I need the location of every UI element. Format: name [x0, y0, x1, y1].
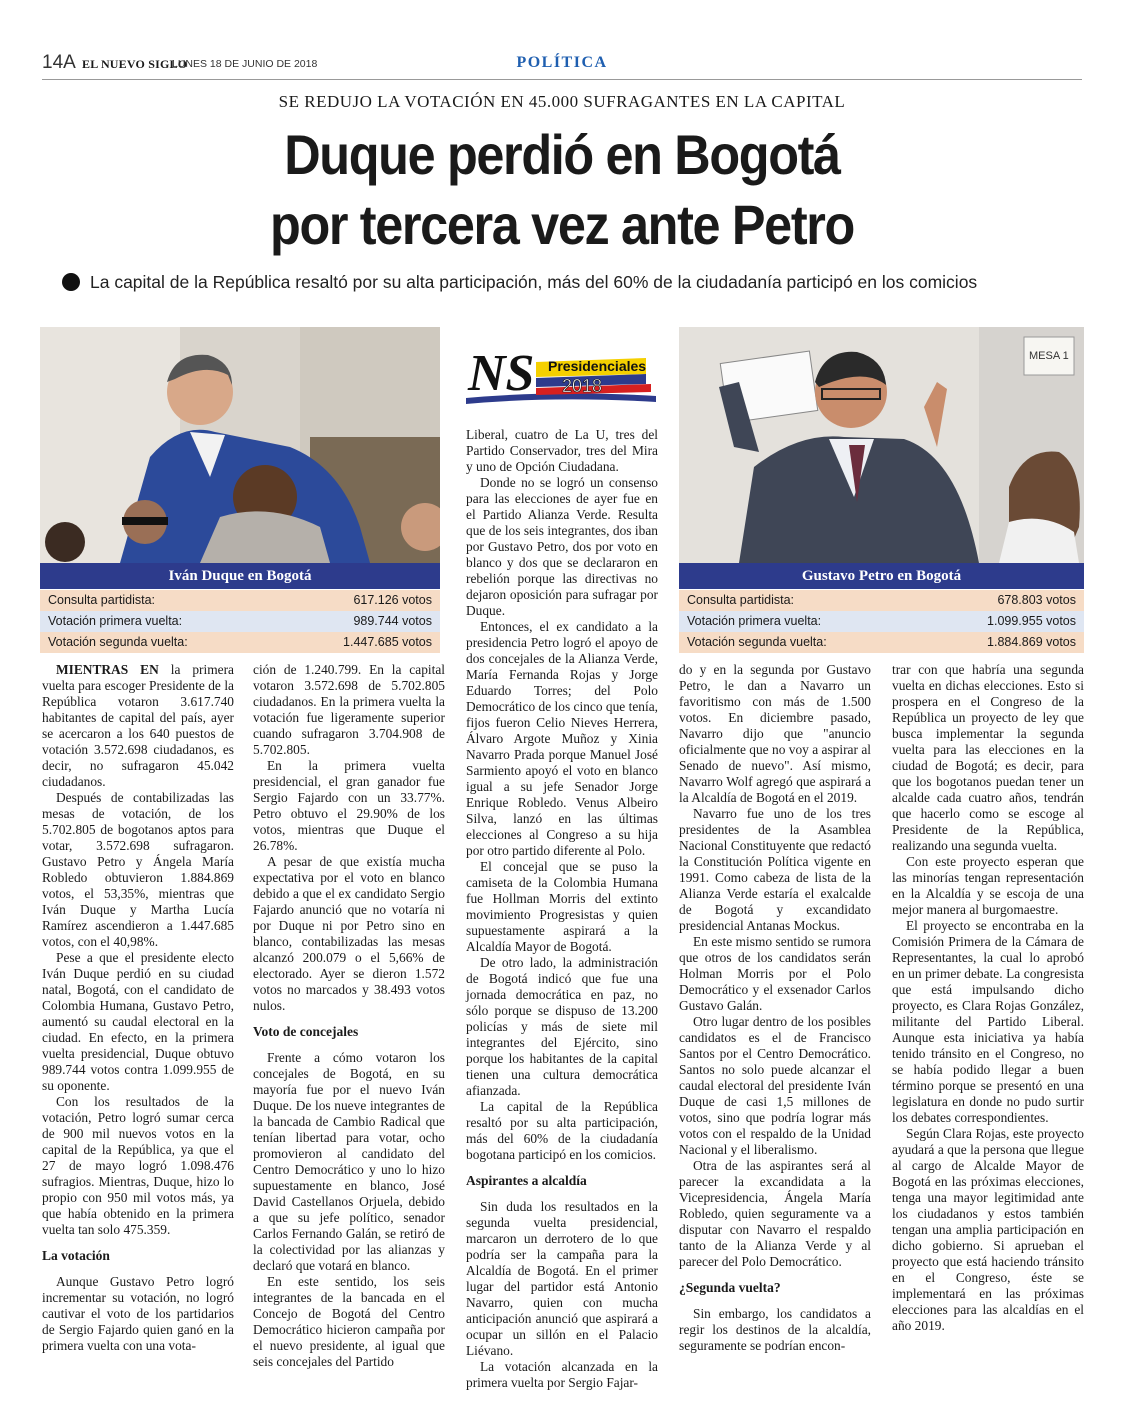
- subheading-segunda-vuelta: ¿Segunda vuelta?: [679, 1280, 781, 1295]
- article-column-3: [466, 427, 658, 1391]
- paragraph: A pesar de que existía mucha expectativa por el voto en blanco debido a que el ex candidato Sergio Fajardo anunció que no votaría ni por Duque ni por Petro sino en blanco, contabilizadas las mesas alcanzó 200.079 o el 5,66% de electorado. Ayer se dieron 1.572 votos no marcados y 38.493 votos nulos.: [253, 854, 445, 1013]
- paragraph: En la primera vuelta presidencial, el gran ganador fue Sergio Fajardo con un 33.77%. Petro obtuvo el 29.90% de los votos, mientras que Duque el 26.78%.: [253, 758, 445, 853]
- paragraph: La capital de la República resaltó por su alta participación, más del 60% de la ciudadanía bogotana participó en los comicios.: [466, 1099, 658, 1162]
- article-column-1: [42, 662, 234, 1354]
- stat-row: Consulta partidista: 678.803 votos: [679, 590, 1084, 611]
- paragraph: De otro lado, la administración de Bogotá indicó que fue una jornada democrática en paz, no sólo porque se dispuso de 13.200 policías y más de siete mil integrantes del Ejército, sino porque los habitantes de la capital tienen una cultura democrática afianzada.: [466, 955, 658, 1098]
- paragraph: ción de 1.240.799. En la capital votaron 3.572.698 de 5.702.805 ciudadanos. En la primera vuelta la votación fue ligeramente superior cuando sufragaron 3.704.908 de 5.702.805.: [253, 662, 445, 757]
- paragraph: Con los resultados de la votación, Petro logró sumar cerca de 900 mil nuevos votos en la capital de la República, ya que el 27 de mayo logró 1.098.476 sufragios. Mientras, Duque, hizo lo propio con 950 mil votos más, ya que había obtenido en la primera vuelta tan solo 475.359.: [42, 1094, 234, 1237]
- headline: [56, 120, 1068, 260]
- petro-photo: [679, 327, 1084, 563]
- article-column-2: [253, 662, 445, 1370]
- paragraph: Sin duda los resultados en la segunda vuelta presidencial, marcaron un derrotero de lo que podría ser la campaña para la Alcaldía de Bogotá. En el primer lugar del partidor está Antonio Navarro, quien con mucha anticipación anunció que aspirará a ocupar un sillón en el Palacio Liévano.: [466, 1199, 658, 1358]
- paragraph: Navarro fue uno de los tres presidentes de la Asamblea Nacional Constituyente que redactó la Constitución Política vigente en 1991. Como cabeza de lista de la Alianza Verde estaría el exalcalde de Bogotá y excandidato presidencial Antanas Mockus.: [679, 806, 871, 933]
- stat-row: Consulta partidista: 617.126 votos: [40, 590, 440, 611]
- paragraph: do y en la segunda por Gustavo Petro, le dan a Navarro un favoritismo con más de 1.500 votos. En diciembre pasado, Navarro dijo que "anuncio oficialmente que no voy a aspirar al Senado de nuevo". Así mismo, Navarro Wolf agregó que aspirará a la Alcaldía de Bogotá en el 2019.: [679, 662, 871, 805]
- stat-row: Votación segunda vuelta: 1.447.685 votos: [40, 632, 440, 653]
- stat-row: Votación primera vuelta: 1.099.955 votos: [679, 611, 1084, 632]
- paragraph: trar con que habría una segunda vuelta en dichas elecciones. Esto si prospera en el Congreso de la República un proyecto de ley que busca implementar la segunda vuelta para las elecciones en la ciudad de Bogotá; es decir, para que los bogotanos puedan tener un alcalde cada cuatro años, tendrán que hacerlo como se escoge al Presidente de la República, realizando una segunda vuelta.: [892, 662, 1084, 853]
- ballot-box-label: MESA 1: [1029, 350, 1069, 362]
- paragraph: MIENTRAS EN la primera vuelta para escoger Presidente de la República votaron 3.617.740 habitantes de capital del país, ayer se acercaron a los 640 puestos de votación 3.572.698 ciudadanos, es decir, no sufragaron 45.042 ciudadanos.: [42, 662, 234, 789]
- paragraph: Frente a cómo votaron los concejales de Bogotá, en su mayoría fue por el nuevo Iván Duque. De los nueve integrantes de la bancada de Cambio Radical que tenían libertad para votar, ocho promovieron al candidato del Centro Democrático y uno lo hizo supuestamente en blanco, José David Castellanos Orjuela, debido a que su jefe político, senador Carlos Fernando Galán, se retiró de la colectividad por las alianzas y declaró que votará en blanco.: [253, 1050, 445, 1273]
- duque-caption: Iván Duque en Bogotá: [40, 563, 440, 589]
- paragraph: Después de contabilizadas las mesas de votación, de los 5.702.805 de bogotanos aptos para votar, 3.572.698 sufragaron. Gustavo Petro y Ángela María Robledo obtuvieron 1.884.869 votos, el 53,35%, mientras que Iván Duque y Martha Lucía Ramírez ascendieron a 1.447.685 votos, con el 40,98%.: [42, 790, 234, 949]
- paragraph: El concejal que se puso la camiseta de la Colombia Humana fue Hollman Morris del extinto movimiento Progresistas y quien supuestamente aspirará a la Alcaldía Mayor de Bogotá.: [466, 859, 658, 954]
- duque-photo: [40, 327, 440, 563]
- paragraph: En este sentido, los seis integrantes de la bancada en el Concejo de Bogotá del Centro Democrático hicieron campaña por el nuevo presidente, al igual que seis concejales del Partido: [253, 1274, 445, 1369]
- subheading-aspirantes-a-alcaldia: Aspirantes a alcaldía: [466, 1173, 587, 1188]
- kicker: SE REDUJO LA VOTACIÓN EN 45.000 SUFRAGANTES EN LA CAPITAL: [278, 92, 846, 111]
- article-column-4: [679, 662, 871, 1354]
- paragraph: La votación alcanzada en la primera vuelta por Sergio Fajar-: [466, 1359, 658, 1390]
- paragraph: Donde no se logró un consenso para las elecciones de ayer fue en el Partido Alianza Verde. Resulta que de los seis integrantes, dos iban por Gustavo Petro, dos por voto en blanco y dos que se declararon en rebelión porque las directivas no dejaron oposición para sufragar por Duque.: [466, 475, 658, 618]
- headline-line-2: por tercera vez ante Petro: [270, 193, 854, 256]
- paragraph: Entonces, el ex candidato a la presidencia Petro logró el apoyo de dos concejales de la Alianza Verde, María Fernanda Rojas y Jorge Eduardo Torres; del Polo Democrático de los cinco que tenía, fijos fueron Celio Nieves Herrera, Álvaro Argote Muñoz y Xinia Navarro Prada porque Manuel José Sarmiento apoyó el voto en blanco igual a su jefe Senador Jorge Enrique Robledo. Venus Albeiro Silva, lanzó en las últimas elecciones al Congreso a su hija por otro partido diferente al Polo.: [466, 619, 658, 858]
- subheading-la-votacion: La votación: [42, 1248, 110, 1263]
- page-number: 14A: [42, 52, 76, 73]
- subheading-voto-de-concejales: Voto de concejales: [253, 1024, 359, 1039]
- paragraph: Pese a que el presidente electo Iván Duque perdió en su ciudad natal, Bogotá, con el candidato de Colombia Humana, Gustavo Petro, aumentó su caudal electoral en la ciudad. En efecto, en la primera vuelta presidencial, Duque obtuvo 989.744 votos contra 1.099.955 de su oponente.: [42, 950, 234, 1093]
- logo-year: 2018: [562, 376, 603, 396]
- article-column-5: [892, 662, 1084, 1334]
- bullet-icon: [62, 273, 80, 291]
- ns-presidenciales-logo: [466, 340, 658, 408]
- paragraph: En este mismo sentido se rumora que otros de los candidatos serán Holman Morris por el Polo Democrático y el exsenador Carlos Gustavo Galán.: [679, 934, 871, 1013]
- paragraph: Según Clara Rojas, este proyecto ayudará a que la persona que llegue al cargo de Alcalde Mayor de Bogotá en las próximas elecciones, tenga una mayor legitimidad ante los ciudadanos y estos también tengan una amplia participación en dicho gobierno. Si aprueban el proyecto que está haciendo tránsito en el Congreso, éste se implementará en las próximas elecciones para las alcaldías en el año 2019.: [892, 1126, 1084, 1333]
- petro-stats-table: [679, 590, 1084, 653]
- paragraph: Otra de las aspirantes será al parecer la excandidata a la Vicepresidencia, Ángela María Robledo, quien seguramente va a disputar con Navarro el respaldo tanto de la Alianza Verde y al parecer del Polo Democrático.: [679, 1158, 871, 1269]
- paragraph: Otro lugar dentro de los posibles candidatos es el de Francisco Santos por el Centro Democrático. Santos no solo puede alcanzar el caudal electoral del presidente Iván Duque de casi 1,5 millones de votos, sino que podría lograr más votos con el respaldo de la Unidad Nacional y el liberalismo.: [679, 1014, 871, 1157]
- publication-date: LUNES 18 DE JUNIO DE 2018: [172, 58, 318, 70]
- section-label: POLÍTICA: [516, 54, 608, 71]
- paragraph: El proyecto se encontraba en la Comisión Primera de la Cámara de Representantes, la cual lo aprobó en un primer debate. La congresista que está impulsando dicho proyecto, es Clara Rojas González, militante del Partido Liberal. Aunque esta iniciativa ya había tenido tránsito en el Congreso, no se había podido llegar a buen término porque se presentó en una legislatura en donde no pudo surtir los debates correspondientes.: [892, 918, 1084, 1125]
- headline-line-1: Duque perdió en Bogotá: [284, 123, 840, 186]
- stat-row: Votación segunda vuelta: 1.884.869 votos: [679, 632, 1084, 653]
- page-header: [42, 52, 1082, 80]
- paragraph: Sin embargo, los candidatos a regir los destinos de la alcaldía, seguramente se podrían encon-: [679, 1306, 871, 1353]
- subheadline-text: La capital de la República resaltó por su alta participación, más del 60% de la ciudadanía participó en los comicios: [90, 272, 978, 292]
- paragraph: Con este proyecto esperan que las minorías tengan representación en la Alcaldía y se escoja de una mejor manera al burgomaestre.: [892, 854, 1084, 917]
- paragraph: Aunque Gustavo Petro logró incrementar su votación, no logró cautivar el voto de los partidarios de Sergio Fajardo quien ganó en la primera vuelta con una vota-: [42, 1274, 234, 1353]
- newspaper-name: EL NUEVO SIGLO: [82, 57, 188, 71]
- subheadline: [62, 272, 1072, 293]
- duque-stats-table: [40, 590, 440, 653]
- petro-caption: Gustavo Petro en Bogotá: [679, 563, 1084, 589]
- stat-row: Votación primera vuelta: 989.744 votos: [40, 611, 440, 632]
- paragraph: Liberal, cuatro de La U, tres del Partido Conservador, tres del Mira y uno de Opción Ciudadana.: [466, 427, 658, 474]
- logo-word: Presidenciales: [548, 358, 647, 374]
- lead-in: MIENTRAS EN: [56, 662, 159, 677]
- logo-letters: NS: [468, 345, 535, 402]
